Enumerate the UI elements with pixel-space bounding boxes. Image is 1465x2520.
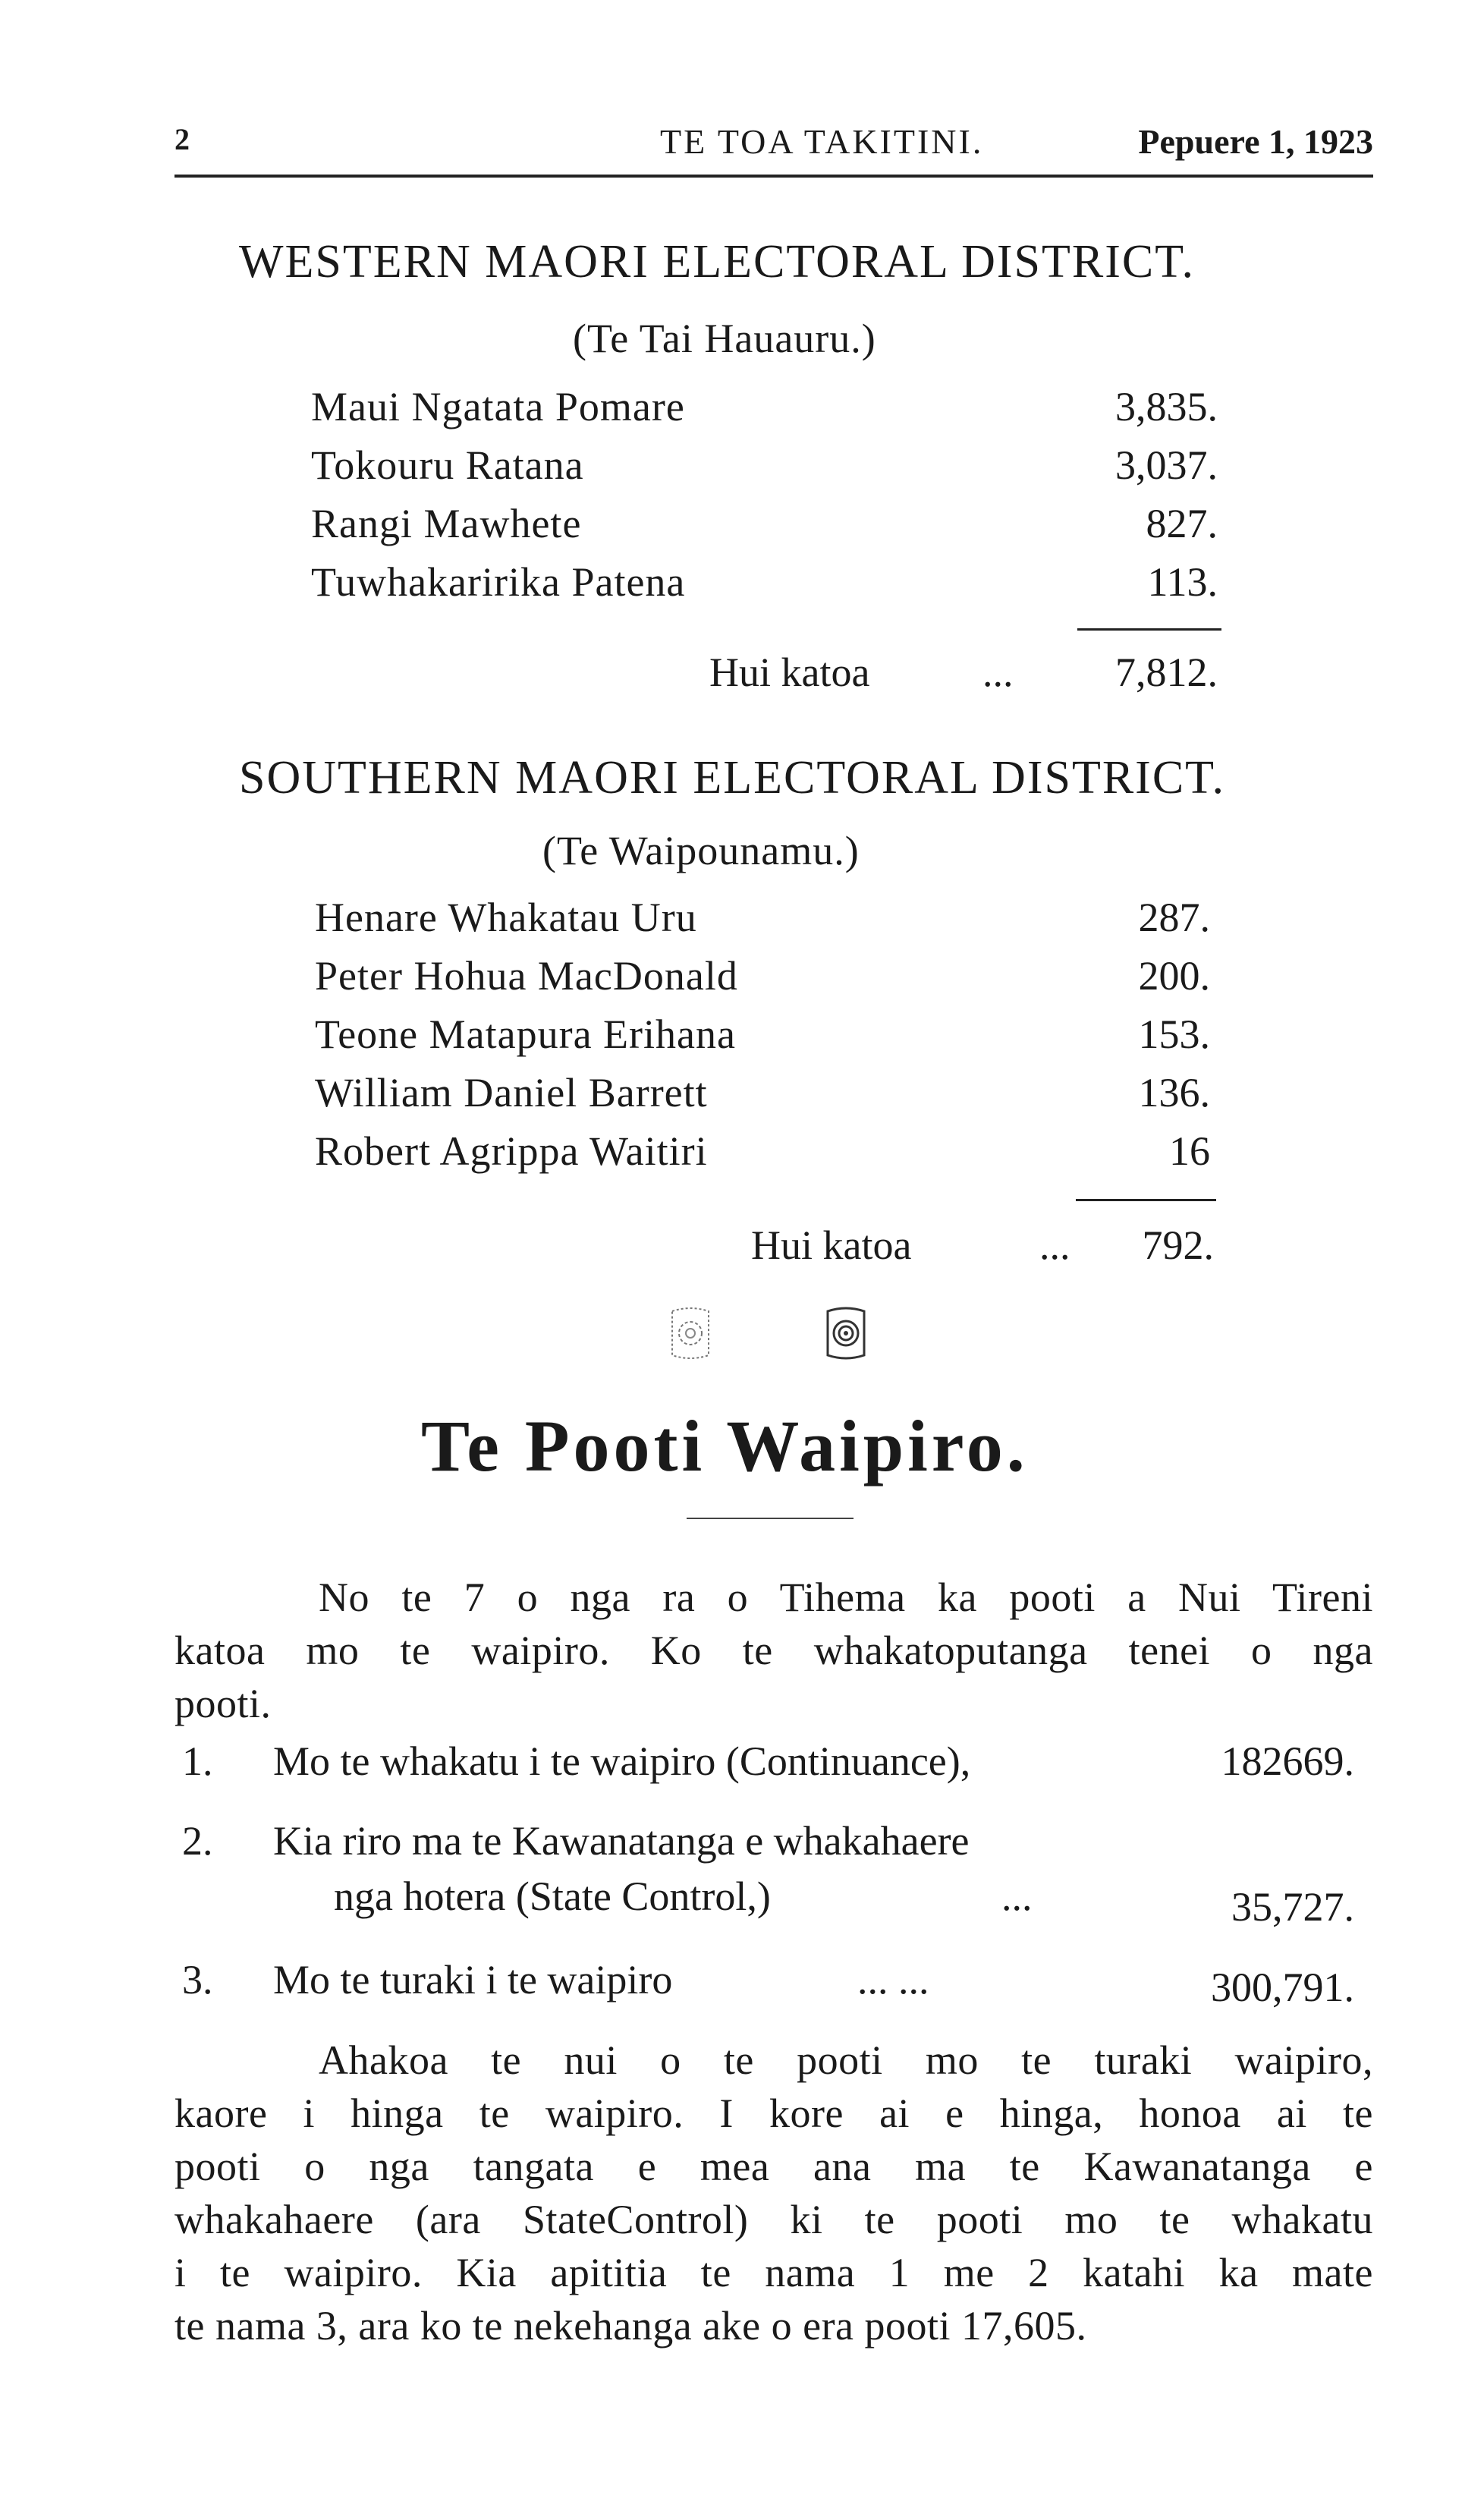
item-result: 35,727.: [1231, 1884, 1354, 1930]
candidate-votes: 153.: [1138, 1011, 1210, 1057]
candidate-name: Tuwhakaririka Patena: [311, 559, 686, 605]
item-leader-dots: ...: [1001, 1873, 1033, 1919]
western-total-row: [709, 649, 1218, 706]
candidate-name: Rangi Mawhete: [311, 501, 582, 546]
candidate-name: Teone Matapura Erihana: [315, 1011, 736, 1057]
item-text: Kia riro ma te Kawanatanga e whakahaere: [273, 1818, 970, 1864]
western-candidate-row: [311, 442, 1218, 499]
publication-title: TE TOA TAKITINI.: [660, 122, 984, 161]
candidate-votes: 200.: [1138, 953, 1210, 999]
paragraph-line: whakahaere (ara StateControl) ki te pooti mo te whakatu: [174, 2197, 1373, 2242]
total-rule: [1076, 1199, 1216, 1201]
western-candidate-row: [311, 558, 1218, 616]
candidate-name: Henare Whakatau Uru: [315, 895, 697, 940]
southern-district-subtitle: (Te Waipounamu.): [542, 828, 860, 873]
intro-paragraph: [174, 1571, 1373, 1730]
page-header: [174, 114, 1373, 178]
item-text: Mo te turaki i te waipiro: [273, 1957, 673, 2002]
candidate-votes: 136.: [1138, 1070, 1210, 1115]
ornament-icon: [823, 1305, 869, 1361]
candidate-name: Peter Hohua MacDonald: [315, 953, 738, 999]
paragraph-line: i te waipiro. Kia apititia te nama 1 me 2 katahi ka mate: [174, 2250, 1373, 2295]
paragraph-line: No te 7 o nga ra o Tihema ka pooti a Nui Tireni: [319, 1575, 1373, 1620]
western-candidate-row: [311, 383, 1218, 441]
item-number: 3.: [182, 1957, 213, 2002]
ornament-icon: [668, 1305, 713, 1361]
candidate-name: Robert Agrippa Waitiri: [315, 1128, 708, 1174]
southern-candidate-row: [315, 1069, 1210, 1127]
item-text: nga hotera (State Control,): [334, 1873, 771, 1919]
closing-paragraph: [174, 2034, 1373, 2352]
candidate-name: Tokouru Ratana: [311, 442, 584, 488]
item-number: 1.: [182, 1738, 213, 1784]
item-leader-dots: ... ...: [857, 1957, 929, 2002]
candidate-votes: 16: [1169, 1128, 1210, 1174]
article-title: Te Pooti Waipiro.: [421, 1405, 1029, 1487]
page-number: 2: [174, 122, 190, 156]
paragraph-line: Ahakoa te nui o te pooti mo te turaki waipiro,: [319, 2037, 1373, 2083]
item-result: 182669.: [1221, 1738, 1354, 1784]
paragraph-line: katoa mo te waipiro. Ko te whakatoputanga tenei o nga: [174, 1628, 1373, 1673]
western-district-subtitle: (Te Tai Hauauru.): [573, 316, 876, 361]
total-leader-dots: ...: [1039, 1222, 1070, 1268]
southern-candidate-row: [315, 1128, 1210, 1185]
vote-result-item-continued: [182, 1873, 1354, 1930]
western-district-title: WESTERN MAORI ELECTORAL DISTRICT.: [239, 236, 1196, 288]
candidate-name: Maui Ngatata Pomare: [311, 384, 685, 429]
total-value: 7,812.: [1115, 650, 1218, 695]
southern-candidate-row: [315, 1011, 1210, 1068]
southern-candidate-row: [315, 894, 1210, 952]
item-text: Mo te whakatu i te waipiro (Continuance),: [273, 1738, 971, 1784]
total-leader-dots: ...: [982, 650, 1014, 695]
paragraph-line: pooti.: [174, 1681, 272, 1726]
western-candidate-row: [311, 500, 1218, 558]
total-rule: [1077, 628, 1221, 631]
paragraph-line: pooti o nga tangata e mea ana ma te Kawanatanga e: [174, 2144, 1373, 2189]
candidate-votes: 827.: [1146, 501, 1218, 546]
item-result: 300,791.: [1211, 1965, 1354, 2010]
paragraph-line: kaore i hinga te waipiro. I kore ai e hinga, honoa ai te: [174, 2091, 1373, 2136]
item-number: 2.: [182, 1818, 213, 1864]
southern-candidate-row: [315, 952, 1210, 1010]
paragraph-line: te nama 3, ara ko te nekehanga ake o era pooti 17,605.: [174, 2303, 1087, 2349]
total-label: Hui katoa: [751, 1222, 912, 1268]
candidate-votes: 287.: [1138, 895, 1210, 940]
vote-result-item: [182, 1738, 1354, 1795]
total-label: Hui katoa: [709, 650, 870, 695]
candidate-votes: 3,037.: [1115, 442, 1218, 488]
southern-district-title: SOUTHERN MAORI ELECTORAL DISTRICT.: [239, 752, 1225, 804]
vote-result-item: [182, 1817, 1354, 1875]
total-value: 792.: [1142, 1222, 1214, 1268]
issue-date: Pepuere 1, 1923: [1138, 122, 1373, 161]
southern-total-row: [751, 1222, 1214, 1279]
candidate-votes: 3,835.: [1115, 384, 1218, 429]
candidate-name: William Daniel Barrett: [315, 1070, 708, 1115]
candidate-votes: 113.: [1147, 559, 1218, 605]
vote-result-item: [182, 1956, 1354, 2014]
title-rule: [687, 1518, 854, 1519]
